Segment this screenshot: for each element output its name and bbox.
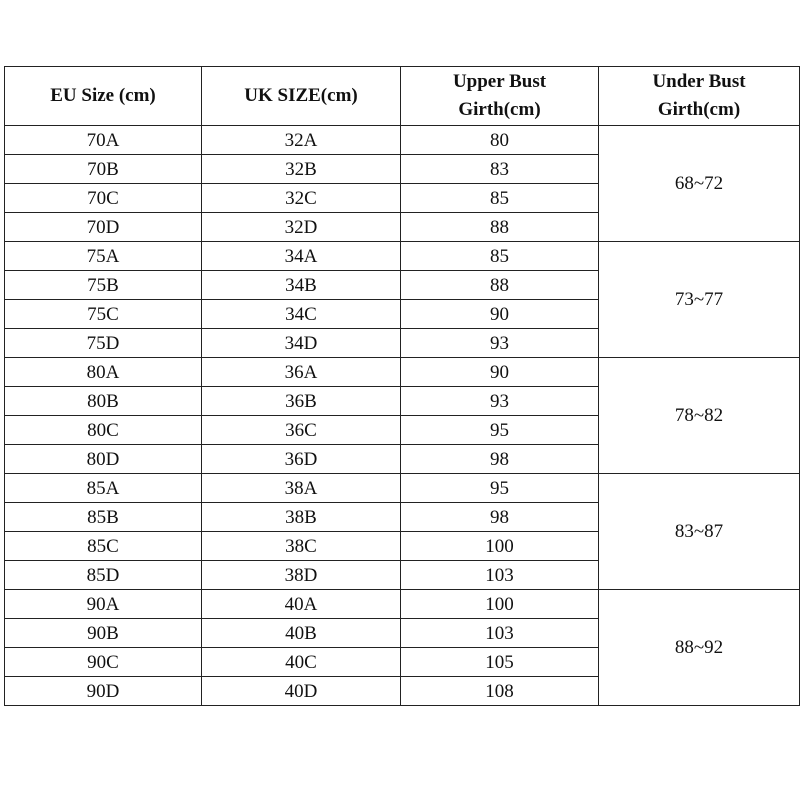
uk-size-cell: 36A bbox=[202, 358, 401, 387]
header-eu-size bbox=[5, 67, 202, 126]
uk-size-cell: 38D bbox=[202, 561, 401, 590]
upper-bust-cell: 98 bbox=[401, 445, 599, 474]
under-bust-cell: 83~87 bbox=[599, 474, 800, 590]
header-upper-bust-line: Upper Bust bbox=[452, 71, 547, 92]
table-row bbox=[5, 474, 800, 503]
eu-size-cell: 70C bbox=[5, 184, 202, 213]
header-uk-size bbox=[202, 67, 401, 126]
uk-size-cell: 32A bbox=[202, 126, 401, 155]
eu-size-cell: 70A bbox=[5, 126, 202, 155]
eu-size-cell: 75D bbox=[5, 329, 202, 358]
uk-size-cell: 40A bbox=[202, 590, 401, 619]
uk-size-cell: 38A bbox=[202, 474, 401, 503]
eu-size-cell: 70D bbox=[5, 213, 202, 242]
under-bust-cell: 78~82 bbox=[599, 358, 800, 474]
upper-bust-cell: 80 bbox=[401, 126, 599, 155]
upper-bust-cell: 90 bbox=[401, 358, 599, 387]
eu-size-cell: 90A bbox=[5, 590, 202, 619]
table-row bbox=[5, 358, 800, 387]
header-eu-size-line: EU Size (cm) bbox=[50, 85, 156, 106]
eu-size-cell: 90D bbox=[5, 677, 202, 706]
eu-size-cell: 80B bbox=[5, 387, 202, 416]
uk-size-cell: 32C bbox=[202, 184, 401, 213]
eu-size-cell: 85B bbox=[5, 503, 202, 532]
uk-size-cell: 40C bbox=[202, 648, 401, 677]
header-uk-size-line: UK SIZE(cm) bbox=[244, 85, 358, 106]
uk-size-cell: 36D bbox=[202, 445, 401, 474]
upper-bust-cell: 88 bbox=[401, 213, 599, 242]
uk-size-cell: 36C bbox=[202, 416, 401, 445]
upper-bust-cell: 108 bbox=[401, 677, 599, 706]
header-row bbox=[5, 67, 800, 126]
uk-size-cell: 32D bbox=[202, 213, 401, 242]
uk-size-cell: 32B bbox=[202, 155, 401, 184]
eu-size-cell: 85D bbox=[5, 561, 202, 590]
size-chart-table bbox=[4, 66, 800, 706]
eu-size-cell: 80C bbox=[5, 416, 202, 445]
upper-bust-cell: 85 bbox=[401, 242, 599, 271]
upper-bust-cell: 105 bbox=[401, 648, 599, 677]
header-under-bust-line: Girth(cm) bbox=[657, 99, 741, 120]
eu-size-cell: 90C bbox=[5, 648, 202, 677]
under-bust-cell: 73~77 bbox=[599, 242, 800, 358]
header-upper-bust bbox=[401, 67, 599, 126]
uk-size-cell: 38B bbox=[202, 503, 401, 532]
table-body bbox=[5, 126, 800, 706]
header-upper-bust-line: Girth(cm) bbox=[458, 99, 541, 120]
upper-bust-cell: 98 bbox=[401, 503, 599, 532]
header-under-bust bbox=[599, 67, 800, 126]
uk-size-cell: 34A bbox=[202, 242, 401, 271]
eu-size-cell: 70B bbox=[5, 155, 202, 184]
eu-size-cell: 75B bbox=[5, 271, 202, 300]
upper-bust-cell: 83 bbox=[401, 155, 599, 184]
eu-size-cell: 75A bbox=[5, 242, 202, 271]
uk-size-cell: 34D bbox=[202, 329, 401, 358]
uk-size-cell: 34B bbox=[202, 271, 401, 300]
upper-bust-cell: 100 bbox=[401, 532, 599, 561]
table-header bbox=[5, 67, 800, 126]
upper-bust-cell: 95 bbox=[401, 416, 599, 445]
upper-bust-cell: 88 bbox=[401, 271, 599, 300]
uk-size-cell: 40D bbox=[202, 677, 401, 706]
table-row bbox=[5, 590, 800, 619]
uk-size-cell: 34C bbox=[202, 300, 401, 329]
under-bust-cell: 88~92 bbox=[599, 590, 800, 706]
uk-size-cell: 36B bbox=[202, 387, 401, 416]
upper-bust-cell: 93 bbox=[401, 329, 599, 358]
eu-size-cell: 80D bbox=[5, 445, 202, 474]
uk-size-cell: 38C bbox=[202, 532, 401, 561]
eu-size-cell: 85A bbox=[5, 474, 202, 503]
upper-bust-cell: 95 bbox=[401, 474, 599, 503]
uk-size-cell: 40B bbox=[202, 619, 401, 648]
eu-size-cell: 75C bbox=[5, 300, 202, 329]
upper-bust-cell: 103 bbox=[401, 619, 599, 648]
upper-bust-cell: 100 bbox=[401, 590, 599, 619]
upper-bust-cell: 93 bbox=[401, 387, 599, 416]
header-under-bust-line: Under Bust bbox=[652, 71, 746, 92]
table-row bbox=[5, 242, 800, 271]
eu-size-cell: 80A bbox=[5, 358, 202, 387]
eu-size-cell: 85C bbox=[5, 532, 202, 561]
upper-bust-cell: 103 bbox=[401, 561, 599, 590]
upper-bust-cell: 90 bbox=[401, 300, 599, 329]
under-bust-cell: 68~72 bbox=[599, 126, 800, 242]
upper-bust-cell: 85 bbox=[401, 184, 599, 213]
eu-size-cell: 90B bbox=[5, 619, 202, 648]
table-row bbox=[5, 126, 800, 155]
